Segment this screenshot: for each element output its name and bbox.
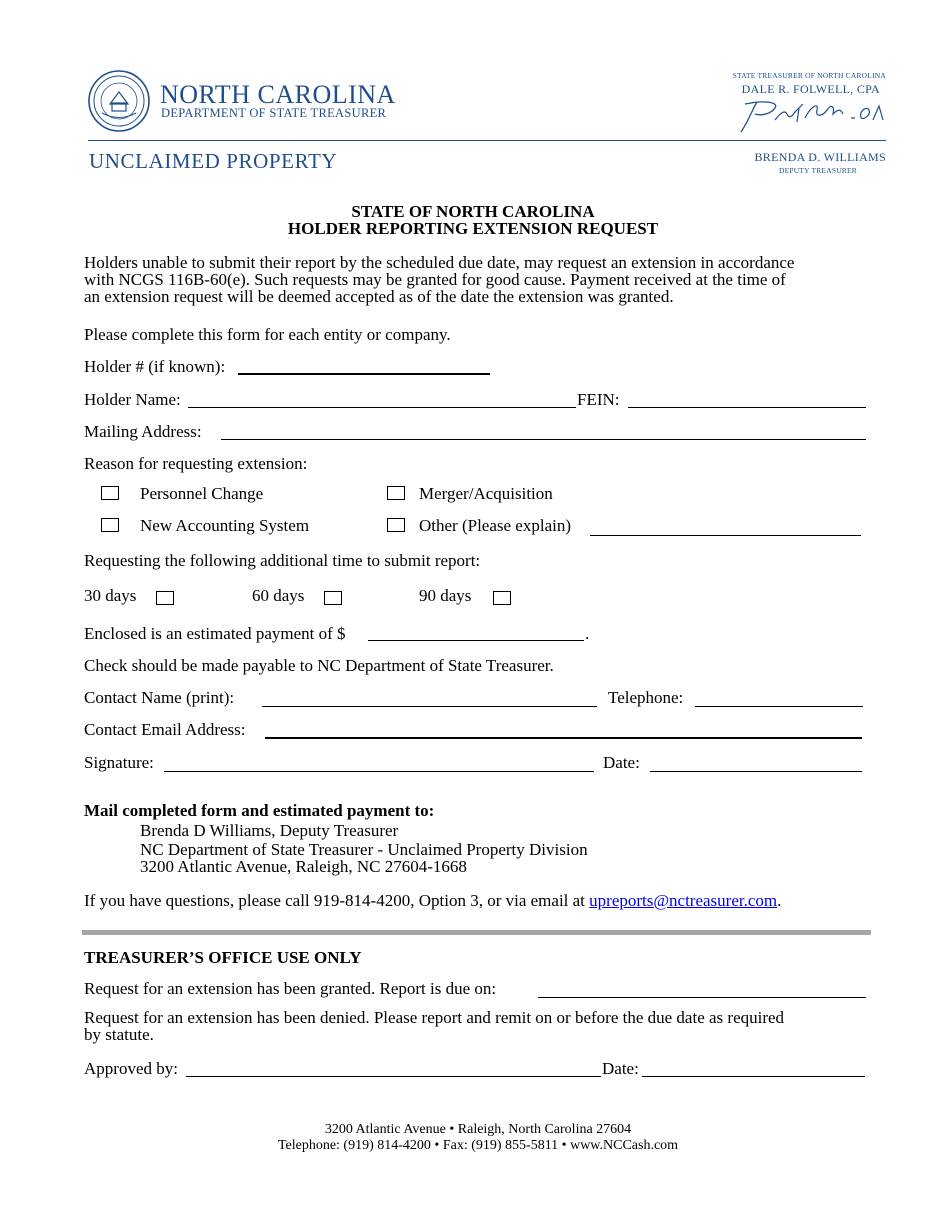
new-accounting-system-label: New Accounting System [140,516,310,535]
other-reason-label: Other (Please explain) [419,516,571,535]
treasurer-signature [735,98,885,134]
treasurer-name: DALE R. FOLWELL, CPA [741,82,880,96]
agency-name: NORTH CAROLINA [160,80,396,109]
mailing-address-field[interactable] [221,439,866,440]
approved-by-label: Approved by: [84,1059,178,1078]
new-accounting-system-checkbox[interactable] [101,518,119,532]
contact-email-field[interactable] [265,737,862,739]
intro-line-1: Holders unable to submit their report by the scheduled due date, may request an extension in accordance [84,253,795,272]
signature-label: Signature: [84,753,154,772]
mail-address-line-2: NC Department of State Treasurer - Unclaimed Property Division [140,840,588,859]
deputy-treasurer-title: DEPUTY TREASURER [779,166,857,175]
thirty-days-checkbox[interactable] [156,591,174,605]
approval-date-label: Date: [602,1059,639,1078]
contact-email-label: Contact Email Address: [84,720,246,739]
deputy-treasurer-name: BRENDA D. WILLIAMS [754,150,886,164]
office-use-heading: TREASURER’S OFFICE USE ONLY [84,948,362,967]
merger-acquisition-checkbox[interactable] [387,486,405,500]
footer-address: 3200 Atlantic Avenue • Raleigh, North Carolina 27604 [324,1122,632,1137]
letterhead-rule [88,140,886,141]
treasurer-office-label: STATE TREASURER OF NORTH CAROLINA [732,71,886,80]
instruction-text: Please complete this form for each entity or company. [84,325,451,344]
fein-field[interactable] [628,407,866,408]
other-reason-field[interactable] [590,535,861,536]
estimated-payment-period: . [585,624,590,643]
report-email-link[interactable]: upreports@nctreasurer.com [589,891,778,910]
sixty-days-checkbox[interactable] [324,591,342,605]
contact-name-field[interactable] [262,706,597,707]
holder-number-label: Holder # (if known): [84,357,226,376]
mailing-address-label: Mailing Address: [84,422,202,441]
sixty-days-label: 60 days [252,586,305,605]
holder-number-field[interactable] [238,373,490,375]
holder-name-label: Holder Name: [84,390,181,409]
fein-label: FEIN: [577,390,620,409]
form-title-line-2: HOLDER REPORTING EXTENSION REQUEST [287,219,659,238]
holder-name-field[interactable] [188,407,576,408]
ninety-days-label: 90 days [419,586,472,605]
check-payable-text: Check should be made payable to NC Department of State Treasurer. [84,656,554,675]
intro-line-3: an extension request will be deemed accepted as of the date the extension was granted. [84,287,674,306]
merger-acquisition-label: Merger/Acquisition [419,484,553,503]
signature-field[interactable] [164,771,594,772]
division-name: UNCLAIMED PROPERTY [89,149,338,173]
thirty-days-label: 30 days [84,586,137,605]
ninety-days-checkbox[interactable] [493,591,511,605]
other-reason-checkbox[interactable] [387,518,405,532]
granted-text: Request for an extension has been granted. Report is due on: [84,979,497,998]
reason-label: Reason for requesting extension: [84,454,308,473]
estimated-payment-label: Enclosed is an estimated payment of $ [84,624,346,643]
mail-to-heading: Mail completed form and estimated payment to: [84,801,435,820]
intro-line-2: with NCGS 116B-60(e). Such requests may be granted for good cause. Payment received at the time of [84,270,786,289]
denied-text-line-2: by statute. [84,1025,154,1044]
form-title-line-1: STATE OF NORTH CAROLINA [351,202,595,221]
date-field[interactable] [650,771,862,772]
mail-address-line-1: Brenda D Williams, Deputy Treasurer [140,821,399,840]
approved-by-field[interactable] [186,1076,601,1077]
questions-text [84,891,781,910]
footer-contact: Telephone: (919) 814-4200 • Fax: (919) 855-5811 • www.NCCash.com [277,1138,679,1153]
personnel-change-checkbox[interactable] [101,486,119,500]
additional-time-label: Requesting the following additional time to submit report: [84,551,481,570]
telephone-field[interactable] [695,706,863,707]
seal-icon [88,70,150,132]
questions-prefix: If you have questions, please call 919-814-4200, Option 3, or via email at [84,891,590,910]
telephone-label: Telephone: [608,688,684,707]
questions-suffix: . [777,891,782,910]
agency-department: DEPARTMENT OF STATE TREASURER [161,106,387,120]
date-label: Date: [603,753,640,772]
section-divider [82,930,871,935]
mail-address-line-3: 3200 Atlantic Avenue, Raleigh, NC 27604-1668 [140,857,467,876]
approval-date-field[interactable] [642,1076,865,1077]
contact-name-label: Contact Name (print): [84,688,235,707]
personnel-change-label: Personnel Change [140,484,264,503]
estimated-payment-field[interactable] [368,640,584,641]
denied-text-line-1: Request for an extension has been denied. Please report and remit on or before the due date as required [84,1008,785,1027]
due-date-field[interactable] [538,997,866,998]
